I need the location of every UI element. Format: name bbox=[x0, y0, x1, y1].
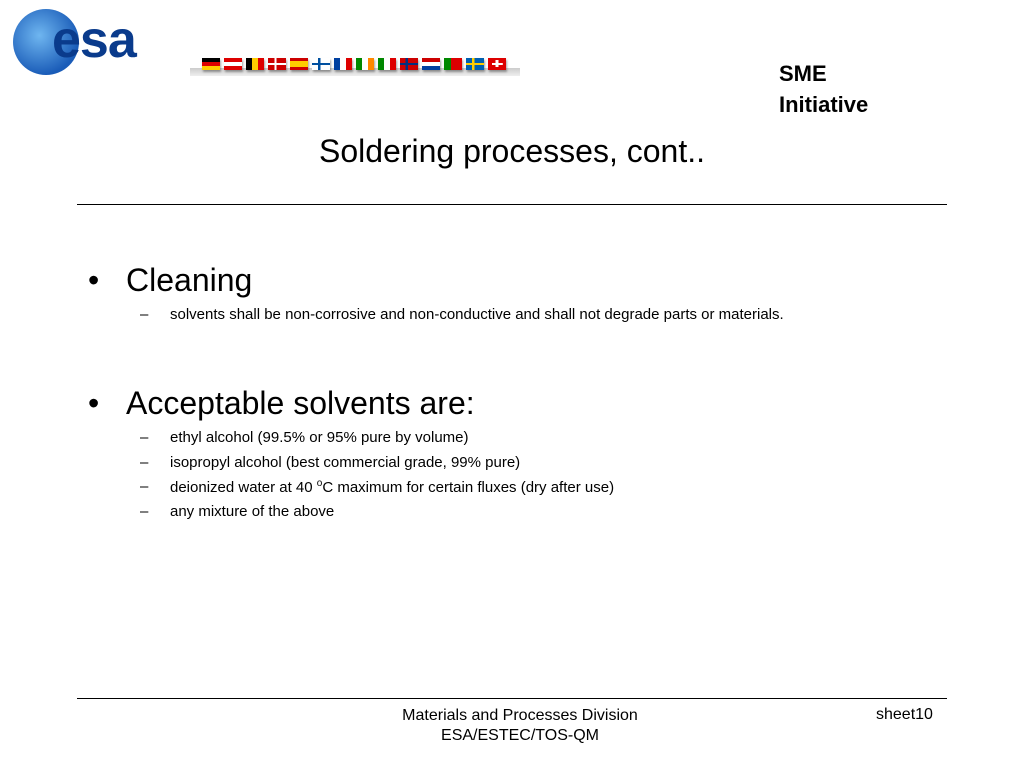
flag-germany bbox=[202, 58, 220, 70]
sub-item-text: ethyl alcohol (99.5% or 95% pure by volume) bbox=[170, 429, 469, 446]
slide-title: Soldering processes, cont.. bbox=[319, 133, 705, 169]
flag-austria bbox=[224, 58, 242, 70]
logo-wordmark: esa bbox=[52, 11, 136, 69]
flag-belgium bbox=[246, 58, 264, 70]
flag-switzerland bbox=[488, 58, 506, 70]
dash-glyph: – bbox=[140, 503, 149, 520]
dash-glyph: – bbox=[140, 454, 149, 471]
sub-item-text: any mixture of the above bbox=[170, 503, 335, 520]
footer-division bbox=[370, 706, 670, 746]
sme-initiative-label bbox=[779, 58, 868, 120]
bullet-heading: Acceptable solvents are: bbox=[126, 385, 475, 421]
sme-line-2: Initiative bbox=[779, 92, 869, 117]
esa-logo bbox=[12, 6, 532, 86]
sheet-number: sheet10 bbox=[876, 706, 933, 723]
flag-denmark bbox=[268, 58, 286, 70]
flag-spain bbox=[290, 58, 308, 70]
member-flags bbox=[202, 54, 506, 74]
footer-line-1: Materials and Processes Division bbox=[402, 707, 638, 724]
dash-glyph: – bbox=[140, 478, 149, 495]
footer-line-2: ESA/ESTEC/TOS-QM bbox=[441, 727, 599, 744]
header-divider bbox=[77, 204, 947, 205]
sub-item-text: solvents shall be non-corrosive and non-conductive and shall not degrade parts or materials. bbox=[170, 306, 784, 323]
deionized-text-after: C maximum for certain fluxes (dry after use) bbox=[322, 479, 615, 496]
flag-portugal bbox=[444, 58, 462, 70]
bullet-heading: Cleaning bbox=[126, 262, 253, 298]
sme-line-1: SME bbox=[779, 61, 827, 86]
bullet-glyph: • bbox=[88, 262, 100, 298]
bullet-glyph: • bbox=[88, 385, 100, 421]
flag-finland bbox=[312, 58, 330, 70]
footer-divider bbox=[77, 698, 947, 699]
flag-france bbox=[334, 58, 352, 70]
deionized-text-before: deionized water at 40 bbox=[170, 479, 317, 496]
degree-superscript: o bbox=[316, 478, 323, 489]
flag-italy bbox=[378, 58, 396, 70]
flag-ireland bbox=[356, 58, 374, 70]
sub-item-text bbox=[170, 478, 614, 496]
flag-netherlands bbox=[422, 58, 440, 70]
sub-item-text: isopropyl alcohol (best commercial grade, 99% pure) bbox=[170, 454, 521, 471]
flag-norway bbox=[400, 58, 418, 70]
dash-glyph: – bbox=[140, 306, 149, 323]
dash-glyph: – bbox=[140, 429, 149, 446]
flag-sweden bbox=[466, 58, 484, 70]
